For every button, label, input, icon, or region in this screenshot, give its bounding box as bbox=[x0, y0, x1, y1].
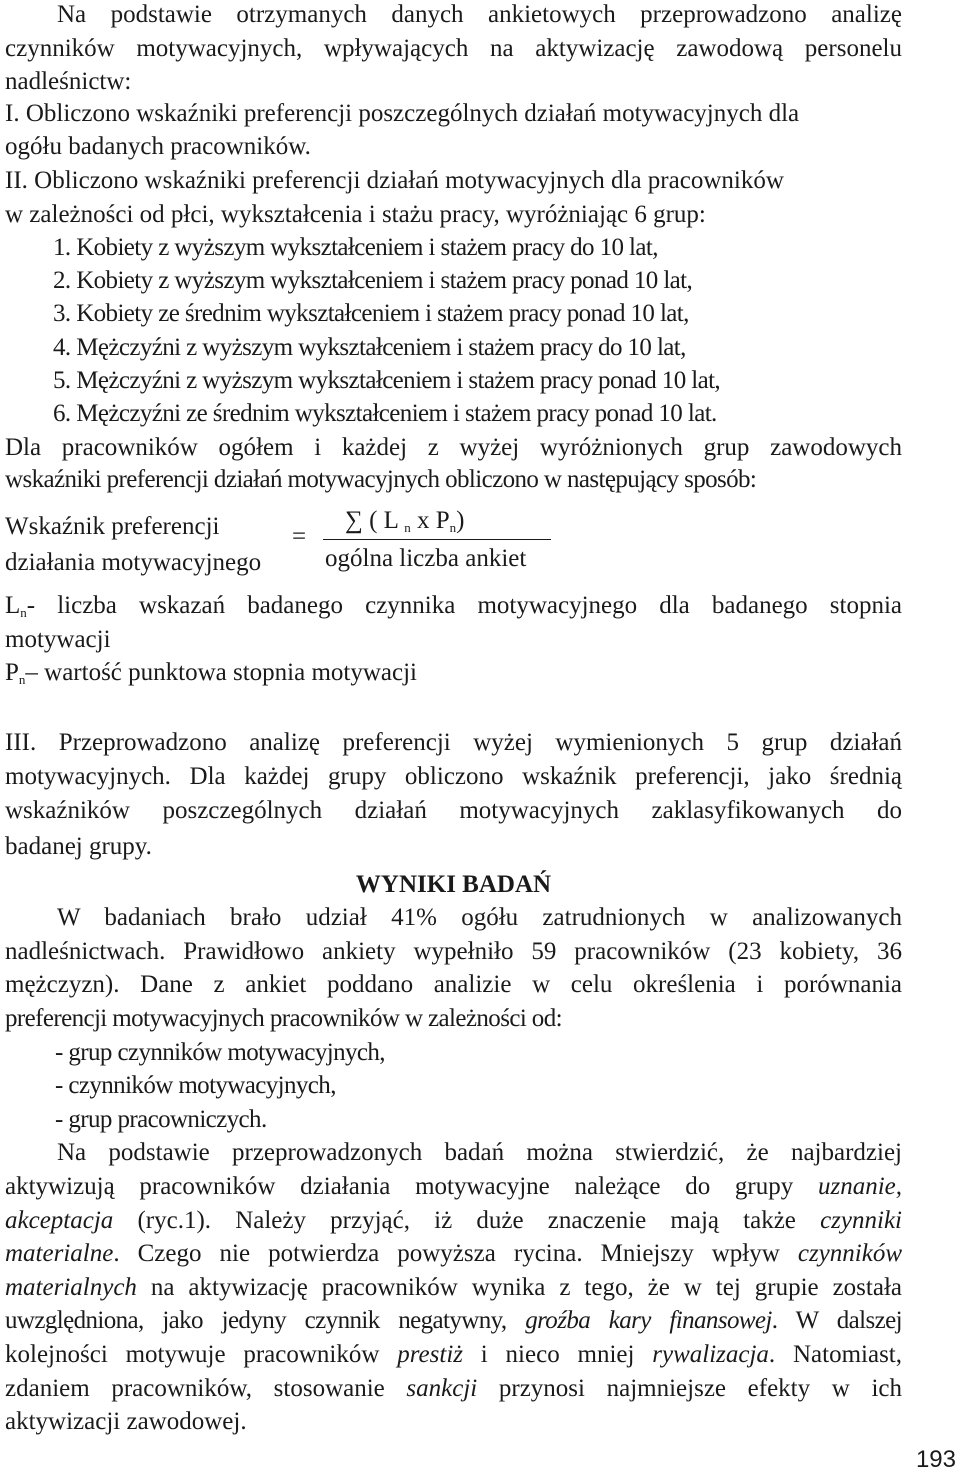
legend-text: - liczba wskazań badanego czynnika motywacyjnego dla badanego stopnia bbox=[26, 592, 902, 619]
text-run: aktywizują pracowników działania motywacyjne należące do grupy bbox=[5, 1173, 818, 1200]
bullet-item: - czynników motywacyjnych, bbox=[55, 1072, 336, 1099]
italic-run: czynniki bbox=[820, 1207, 902, 1234]
legend-symbol: P bbox=[5, 659, 19, 686]
text-run: przynosi najmniejsze efekty w ich bbox=[477, 1375, 902, 1402]
legend-line bbox=[5, 660, 902, 686]
conclusion-line bbox=[5, 1241, 902, 1266]
italic-run: czynników bbox=[797, 1240, 902, 1267]
italic-run: rywalizacja bbox=[652, 1341, 769, 1368]
subscript: n bbox=[20, 605, 27, 620]
section3-line: wskaźników poszczególnych działań motywacyjnych zaklasyfikowanych do bbox=[5, 797, 902, 824]
equals-sign: = bbox=[292, 523, 307, 550]
results-line: W badaniach brało udział 41% ogółu zatrudnionych w analizowanych bbox=[57, 904, 902, 931]
page-number: 193 bbox=[915, 1446, 956, 1473]
italic-run: groźba kary finansowej bbox=[525, 1307, 772, 1334]
text-run: uwzględniona, jako jedyny czynnik negatywny, bbox=[5, 1307, 526, 1334]
text-run: . W dalszej bbox=[771, 1307, 902, 1334]
legend-line bbox=[5, 593, 902, 619]
intro-line: II. Obliczono wskaźniki preferencji działań motywacyjnych dla pracowników bbox=[5, 167, 784, 194]
italic-run: akceptacja bbox=[5, 1207, 114, 1234]
text-run: i nieco mniej bbox=[463, 1341, 653, 1368]
text-run: zdaniem pracowników, stosowanie bbox=[5, 1375, 407, 1402]
conclusion-line bbox=[5, 1342, 902, 1367]
text-run: . Czego nie potwierdza powyższa rycina. Mniejszy wpływ bbox=[113, 1240, 798, 1267]
group-list-item: 1. Kobiety z wyższym wykształceniem i stażem pracy do 10 lat, bbox=[53, 234, 658, 261]
legend-text: – wartość punktowa stopnia motywacji bbox=[25, 659, 417, 686]
sum-icon: ∑ bbox=[345, 507, 363, 534]
intro-line: I. Obliczono wskaźniki preferencji poszczególnych działań motywacyjnych dla bbox=[5, 100, 800, 127]
results-line: nadleśnictwach. Prawidłowo ankiety wypełniło 59 pracowników (23 kobiety, 36 bbox=[5, 938, 902, 965]
formula-label-line: działania motywacyjnego bbox=[5, 549, 262, 576]
italic-run: uznanie, bbox=[817, 1173, 902, 1200]
group-list-item: 5. Mężczyźni z wyższym wykształceniem i stażem pracy ponad 10 lat, bbox=[53, 367, 721, 394]
group-list-item: 6. Mężczyźni ze średnim wykształceniem i stażem pracy ponad 10 lat. bbox=[53, 400, 717, 427]
conclusion-line bbox=[5, 1208, 902, 1233]
bullet-item: - grup pracowniczych. bbox=[55, 1106, 267, 1133]
group-list-item: 3. Kobiety ze średnim wykształceniem i stażem pracy ponad 10 lat, bbox=[53, 300, 689, 327]
intro-line: czynników motywacyjnych, wpływających na aktywizację zawodową personelu bbox=[5, 35, 902, 62]
results-heading: WYNIKI BADAŃ bbox=[355, 871, 552, 898]
subscript: n bbox=[449, 520, 457, 535]
italic-run: materialne bbox=[5, 1240, 114, 1267]
results-line: mężczyzn). Dane z ankiet poddano analizie w celu określenia i porównania bbox=[5, 971, 902, 998]
formula-close: ) bbox=[456, 507, 465, 534]
conclusion-line bbox=[5, 1174, 902, 1199]
italic-run: prestiż bbox=[397, 1341, 463, 1368]
italic-run: materialnych bbox=[5, 1274, 137, 1301]
text-run: na aktywizację pracowników wynika z tego, że w tej grupie została bbox=[136, 1274, 902, 1301]
conclusion-line: Na podstawie przeprowadzonych badań można stwierdzić, że najbardziej bbox=[57, 1139, 902, 1166]
conclusion-line bbox=[5, 1376, 902, 1401]
conclusion-line: aktywizacji zawodowej. bbox=[5, 1408, 247, 1435]
conclusion-line bbox=[5, 1308, 902, 1333]
intro-line: w zależności od płci, wykształcenia i stażu pracy, wyróżniając 6 grup: bbox=[5, 201, 706, 228]
text-run: kolejności motywuje pracowników bbox=[5, 1341, 398, 1368]
preference-index-formula bbox=[5, 508, 902, 578]
text-run: . Natomiast, bbox=[768, 1341, 902, 1368]
intro-line: nadleśnictw: bbox=[5, 68, 132, 95]
method-line: wskaźniki preferencji działań motywacyjnych obliczono w następujący sposób: bbox=[5, 466, 757, 493]
subscript: n bbox=[404, 520, 411, 535]
italic-run: sankcji bbox=[406, 1375, 478, 1402]
text-run: (ryc.1). Należy przyjąć, iż duże znaczenie mają także bbox=[113, 1207, 821, 1234]
formula-numerator bbox=[345, 508, 464, 534]
intro-line: Na podstawie otrzymanych danych ankietowych przeprowadzono analizę bbox=[57, 1, 902, 28]
subscript: n bbox=[18, 672, 26, 687]
formula-times: x P bbox=[417, 507, 450, 534]
fraction-bar bbox=[323, 539, 551, 540]
intro-line: ogółu badanych pracowników. bbox=[5, 133, 311, 160]
formula-label-line: Wskaźnik preferencji bbox=[5, 513, 220, 540]
legend-line: motywacji bbox=[5, 626, 111, 653]
section3-line: motywacyjnych. Dla każdej grupy obliczono wskaźnik preferencji, jako średnią bbox=[5, 763, 902, 790]
section3-line: badanej grupy. bbox=[5, 833, 152, 860]
results-line: preferencji motywacyjnych pracowników w zależności od: bbox=[5, 1005, 562, 1032]
group-list-item: 4. Mężczyźni z wyższym wykształceniem i stażem pracy do 10 lat, bbox=[53, 334, 686, 361]
method-line: Dla pracowników ogółem i każdej z wyżej wyróżnionych grup zawodowych bbox=[5, 434, 902, 461]
group-list-item: 2. Kobiety z wyższym wykształceniem i stażem pracy ponad 10 lat, bbox=[53, 267, 693, 294]
formula-open: ( L bbox=[369, 507, 398, 534]
conclusion-line bbox=[5, 1275, 902, 1300]
bullet-item: - grup czynników motywacyjnych, bbox=[55, 1039, 385, 1066]
formula-denominator: ogólna liczba ankiet bbox=[325, 545, 527, 572]
legend-symbol: L bbox=[5, 592, 21, 619]
section3-line: III. Przeprowadzono analizę preferencji wyżej wymienionych 5 grup działań bbox=[5, 729, 902, 756]
